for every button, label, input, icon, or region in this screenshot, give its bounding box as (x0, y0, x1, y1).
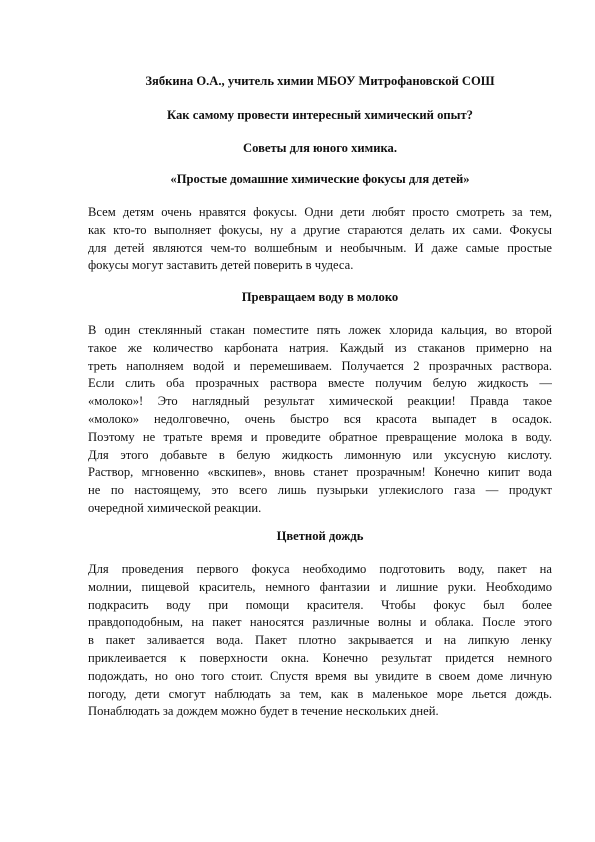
paragraph-line: Для проведения первого фокуса необходимо подготовить воду, пакет на (88, 562, 552, 576)
paragraph-line: для детей являются чем-то волшебным и необычным. И даже самые простые (88, 240, 552, 255)
paragraph-line: «молоко» недолговечно, очень быстро вся красота выпадет в осадок. (88, 411, 552, 426)
author-line: Зябкина О.А., учитель химии МБОУ Митрофановской СОШ (145, 74, 495, 88)
milk-paragraph (88, 322, 552, 518)
section-title-rain: Цветной дождь (276, 529, 364, 543)
section-title-milk: Превращаем воду в молоко (241, 290, 399, 304)
paragraph-line: Понаблюдать за дождем можно будет в течение нескольких дней. (88, 704, 439, 719)
advice-title: Советы для юного химика. (243, 141, 397, 155)
question-title: Как самому провести интересный химический опыт? (167, 108, 473, 122)
paragraph-line: не по настоящему, это всего лишь пузырьки углекислого газа — продукт (88, 483, 552, 498)
paragraph-line: подкрасить воду при помощи красителя. Чтобы фокус был более (88, 597, 552, 612)
paragraph-line: в пакет заливается вода. Пакет плотно закрывается и на липкую ленку (88, 633, 552, 648)
paragraph-line: фокусы могут заставить детей поверить в чудеса. (88, 258, 354, 273)
paragraph-line: Поэтому не тратьте время и проведите обратное превращение молока в воду. (88, 429, 552, 444)
intro-paragraph (88, 204, 552, 275)
paragraph-line: «молоко»! Это наглядный результат химической реакции! Правда такое (88, 394, 552, 409)
paragraph-line: В один стеклянный стакан поместите пять ложек хлорида кальция, во второй (88, 323, 552, 337)
paragraph-line: Раствор, мгновенно «вскипев», вновь станет прозрачным! Конечно кипит вода (88, 465, 552, 480)
paragraph-line: подождать, но оно того стоит. Спустя время вы увидите в своем доме личную (88, 668, 552, 683)
paragraph-line: Если слить оба прозрачных раствора вместе получим белую жидкость — (88, 376, 552, 391)
paragraph-line: погоду, дети смогут наблюдать за тем, как в маленькое море льется дождь. (88, 686, 552, 701)
rain-paragraph (88, 561, 552, 721)
paragraph-line: треть наполняем водой и перемешиваем. Получается 2 прозрачных раствора. (88, 358, 552, 373)
paragraph-line: очередной химической реакции. (88, 500, 262, 515)
paragraph-line: такое же количество карбоната натрия. Каждый из стаканов примерно на (88, 340, 552, 355)
paragraph-line: как кто-то выполняет фокусы, ну а другие стараются делать их сами. Фокусы (88, 222, 552, 237)
paragraph-line: молнии, пищевой краситель, немного фантазии и лишние руки. Необходимо (88, 579, 552, 594)
paragraph-line: Для этого добавьте в белую жидкость лимонную или уксусную кислоту. (88, 447, 552, 462)
paragraph-line: Всем детям очень нравятся фокусы. Одни дети любят просто смотреть за тем, (88, 205, 552, 219)
paragraph-line: правдоподобным, на пакет наносятся различные волны и облака. После этого (88, 615, 552, 630)
paragraph-line: приклеивается к поверхности окна. Конечно результат придется немного (88, 650, 552, 665)
main-title: «Простые домашние химические фокусы для детей» (170, 172, 470, 186)
